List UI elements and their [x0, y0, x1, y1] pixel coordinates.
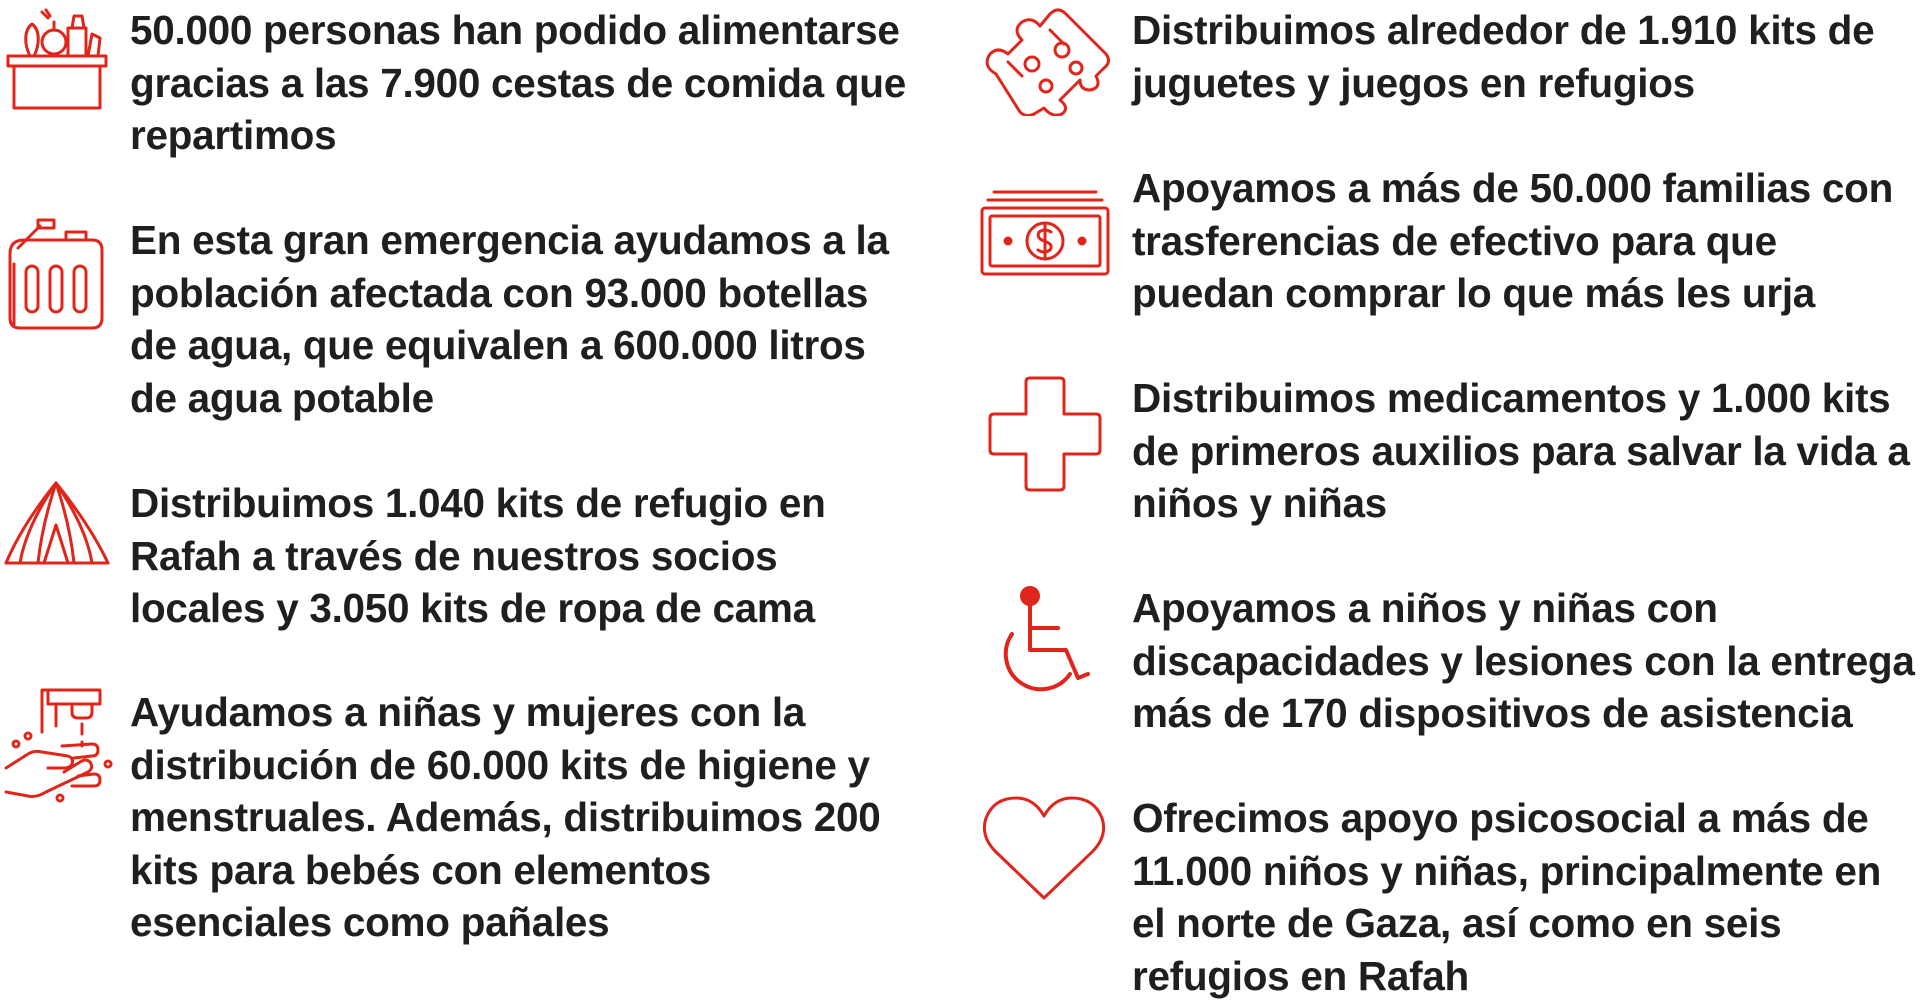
wheelchair-icon: [978, 582, 1132, 706]
item-psychosocial: [978, 792, 1920, 1002]
item-text: Apoyamos a más de 50.000 familias con trasferencias de efectivo para que puedan comprar lo que más les urja: [1132, 165, 1894, 316]
item-text: Ayudamos a niñas y mujeres con la distribución de 60.000 kits de higiene y menstruales. Además, distribuimos 200 kits para bebés con elementos esenciales como pañales: [130, 689, 881, 945]
puzzle-icon: [978, 4, 1132, 116]
tent-icon: [2, 477, 130, 567]
handwashing-icon: [2, 686, 130, 804]
item-text: 50.000 personas han podido alimentarse gracias a las 7.900 cestas de comida que repartimos: [130, 7, 906, 158]
item-text: Distribuimos alrededor de 1.910 kits de juguetes y juegos en refugios: [1132, 7, 1875, 106]
item-text: Distribuimos medicamentos y 1.000 kits de primeros auxilios para salvar la vida a niños y niñas: [1132, 375, 1910, 526]
item-text: Distribuimos 1.040 kits de refugio en Rafah a través de nuestros socios locales y 3.050 kits de ropa de cama: [130, 480, 826, 631]
item-hygiene: [2, 686, 922, 949]
cash-icon: [978, 162, 1132, 280]
item-cash: [978, 162, 1920, 320]
item-text: Apoyamos a niños y niñas con discapacidades y lesiones con la entrega más de 170 dispositivos de asistencia: [1132, 585, 1915, 736]
item-disability: [978, 582, 1920, 740]
item-toys: [978, 4, 1920, 116]
food-basket-icon: [2, 4, 130, 116]
item-text: Ofrecimos apoyo psicosocial a más de 11.000 niños y niñas, principalmente en el norte de Gaza, así como en seis refugios en Rafah: [1132, 795, 1882, 999]
item-water: [2, 214, 922, 424]
item-medicine: [978, 372, 1920, 530]
medical-cross-icon: [978, 372, 1132, 496]
item-text: En esta gran emergencia ayudamos a la población afectada con 93.000 botellas de agua, que equivalen a 600.000 litros de agua potable: [130, 217, 889, 421]
item-food-baskets: [2, 4, 922, 162]
heart-icon: [978, 792, 1132, 904]
item-shelter: [2, 477, 922, 635]
water-jerrycan-icon: [2, 214, 130, 332]
